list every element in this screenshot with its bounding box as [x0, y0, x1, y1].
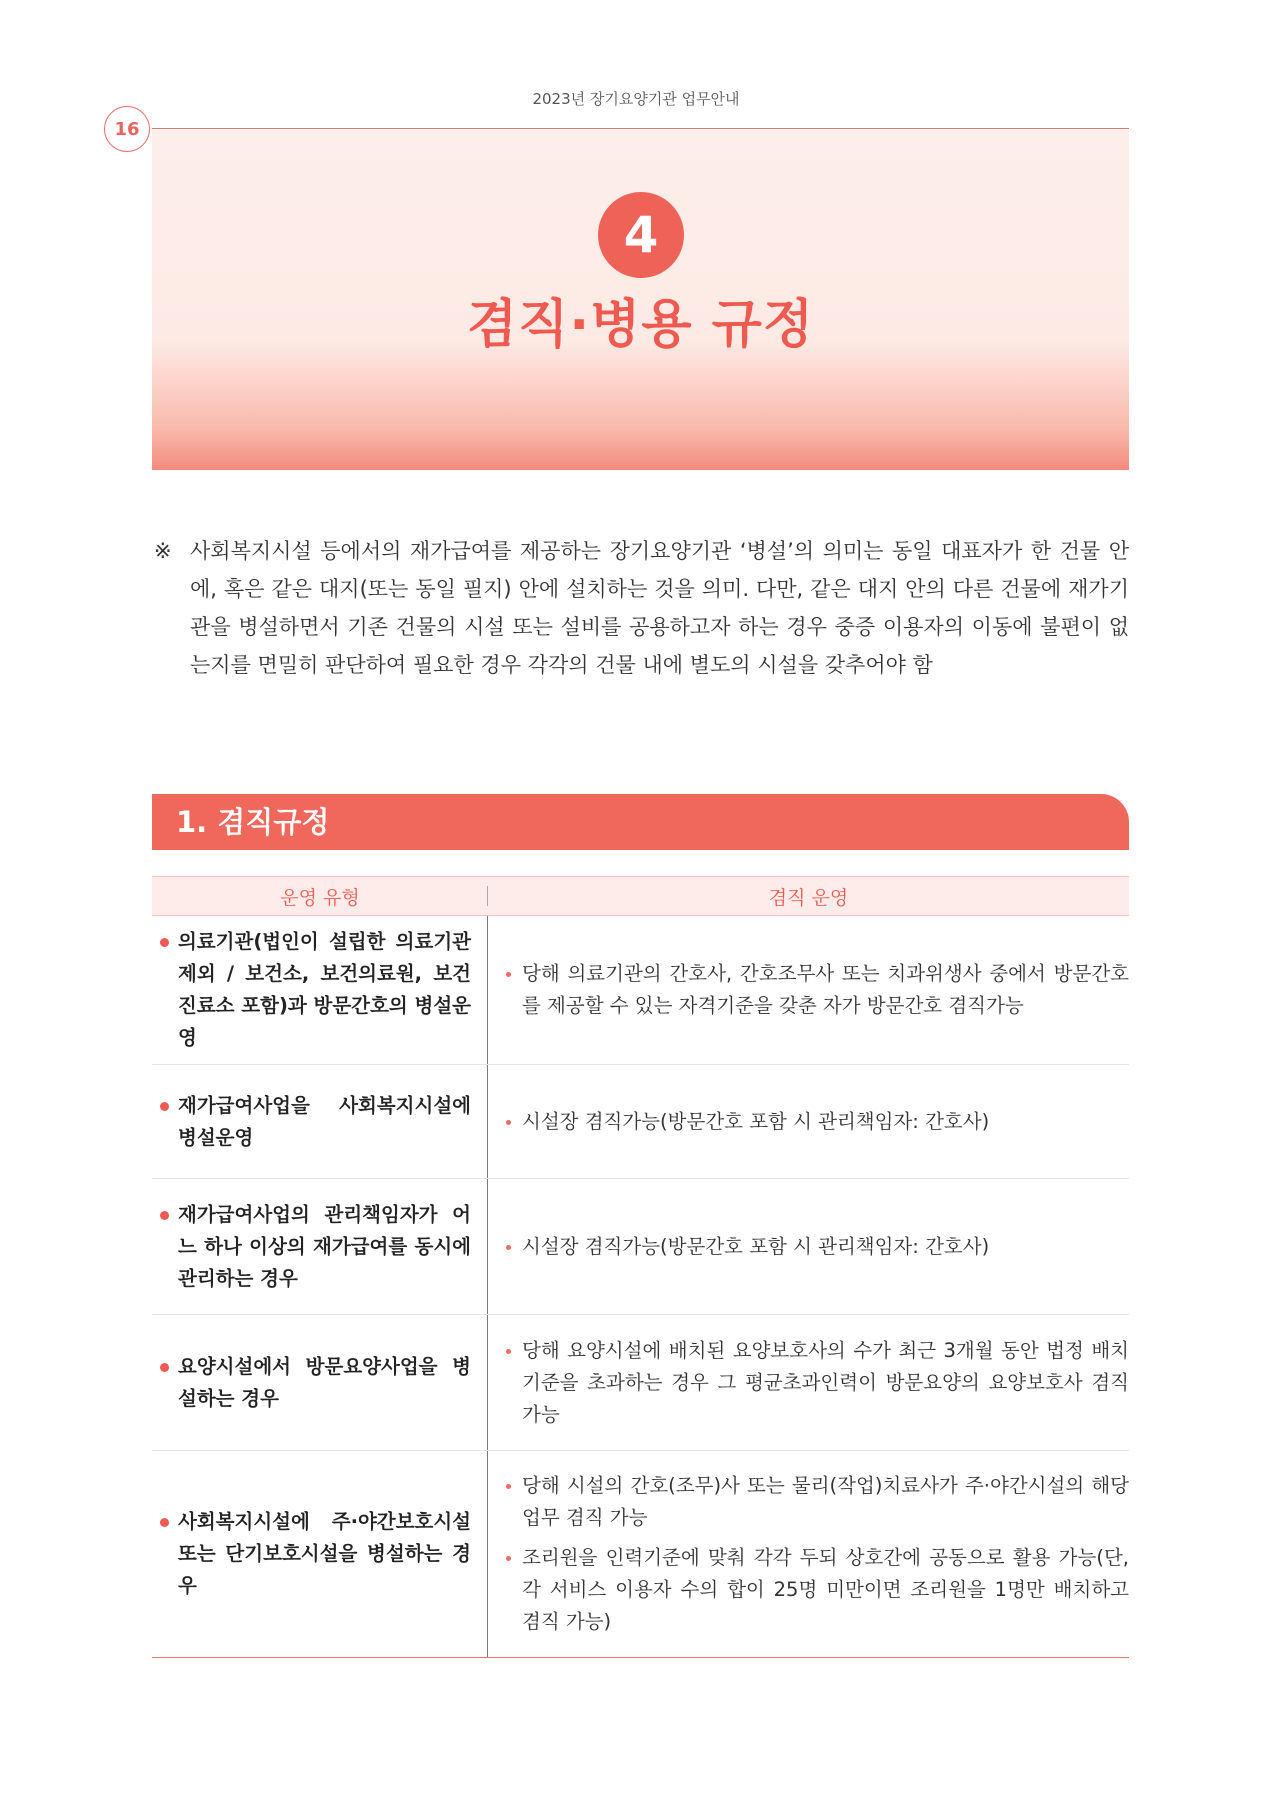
section-heading-bar — [152, 794, 1129, 850]
note-text: 사회복지시설 등에서의 재가급여를 제공하는 장기요양기관 ‘병설’의 의미는 동일 대표자가 한 건물 안에, 혹은 같은 대지(또는 동일 필지) 안에 설치하는 것을 의미. 다만, 같은 대지 안의 다른 건물에 재가기관을 병설하면서 기존 건물의 시설 또는 설비를 공용하고자 하는 경우 중증 이용자의 이동에 불편이 없는지를 면밀히 판단하여 필요한 경우 각각의 건물 내에 별도의 시설을 갖추어야 함 — [190, 539, 1129, 677]
table-row — [152, 1179, 1129, 1315]
running-header: 2023년 장기요양기관 업무안내 — [532, 90, 740, 108]
chapter-banner — [152, 130, 1129, 470]
concurrent-duty-table — [152, 876, 1129, 1658]
operation-detail: 시설장 겸직가능(방문간호 포함 시 관리책임자: 간호사) — [502, 1231, 1129, 1263]
section-title: 1. 겸직규정 — [176, 805, 330, 839]
operation-type-label: 재가급여사업의 관리책임자가 어느 하나 이상의 재가급여를 동시에 관리하는 경우 — [158, 1199, 471, 1295]
operation-type-label: 의료기관(법인이 설립한 의료기관 제외 / 보건소, 보건의료원, 보건진료소 포함)과 방문간호의 병설운영 — [158, 926, 471, 1054]
header-divider — [152, 128, 1129, 129]
note-paragraph — [154, 532, 1129, 684]
page-number-badge: 16 — [104, 106, 150, 152]
operation-detail: 당해 의료기관의 간호사, 간호조무사 또는 치과위생사 중에서 방문간호를 제공할 수 있는 자격기준을 갖춘 자가 방문간호 겸직가능 — [502, 958, 1129, 1022]
operation-detail: 당해 시설의 간호(조무)사 또는 물리(작업)치료사가 주·야간시설의 해당 업무 겸직 가능 — [502, 1470, 1129, 1534]
header-concurrent-operation: 겸직 운영 — [768, 886, 849, 909]
reference-mark-icon: ※ — [154, 539, 172, 563]
chapter-number: 4 — [598, 192, 684, 278]
operation-detail: 당해 요양시설에 배치된 요양보호사의 수가 최근 3개월 동안 법정 배치기준을 초과하는 경우 그 평균초과인력이 방문요양의 요양보호사 겸직 가능 — [502, 1335, 1129, 1431]
operation-type-label: 재가급여사업을 사회복지시설에 병설운영 — [158, 1090, 471, 1154]
header-operation-type: 운영 유형 — [152, 877, 488, 915]
chapter-title: 겸직·병용 규정 — [466, 295, 815, 355]
operation-detail: 조리원을 인력기준에 맞춰 각각 두되 상호간에 공동으로 활용 가능(단, 각 서비스 이용자 수의 합이 25명 미만이면 조리원을 1명만 배치하고 겸직 가능) — [502, 1542, 1129, 1638]
operation-type-label: 사회복지시설에 주·야간보호시설 또는 단기보호시설을 병설하는 경우 — [158, 1506, 471, 1602]
table-row — [152, 1451, 1129, 1657]
operation-detail: 시설장 겸직가능(방문간호 포함 시 관리책임자: 간호사) — [502, 1106, 1129, 1138]
operation-type-label: 요양시설에서 방문요양사업을 병설하는 경우 — [158, 1351, 471, 1415]
table-row — [152, 1065, 1129, 1179]
table-row — [152, 1315, 1129, 1451]
table-row — [152, 916, 1129, 1065]
table-header — [152, 876, 1129, 916]
